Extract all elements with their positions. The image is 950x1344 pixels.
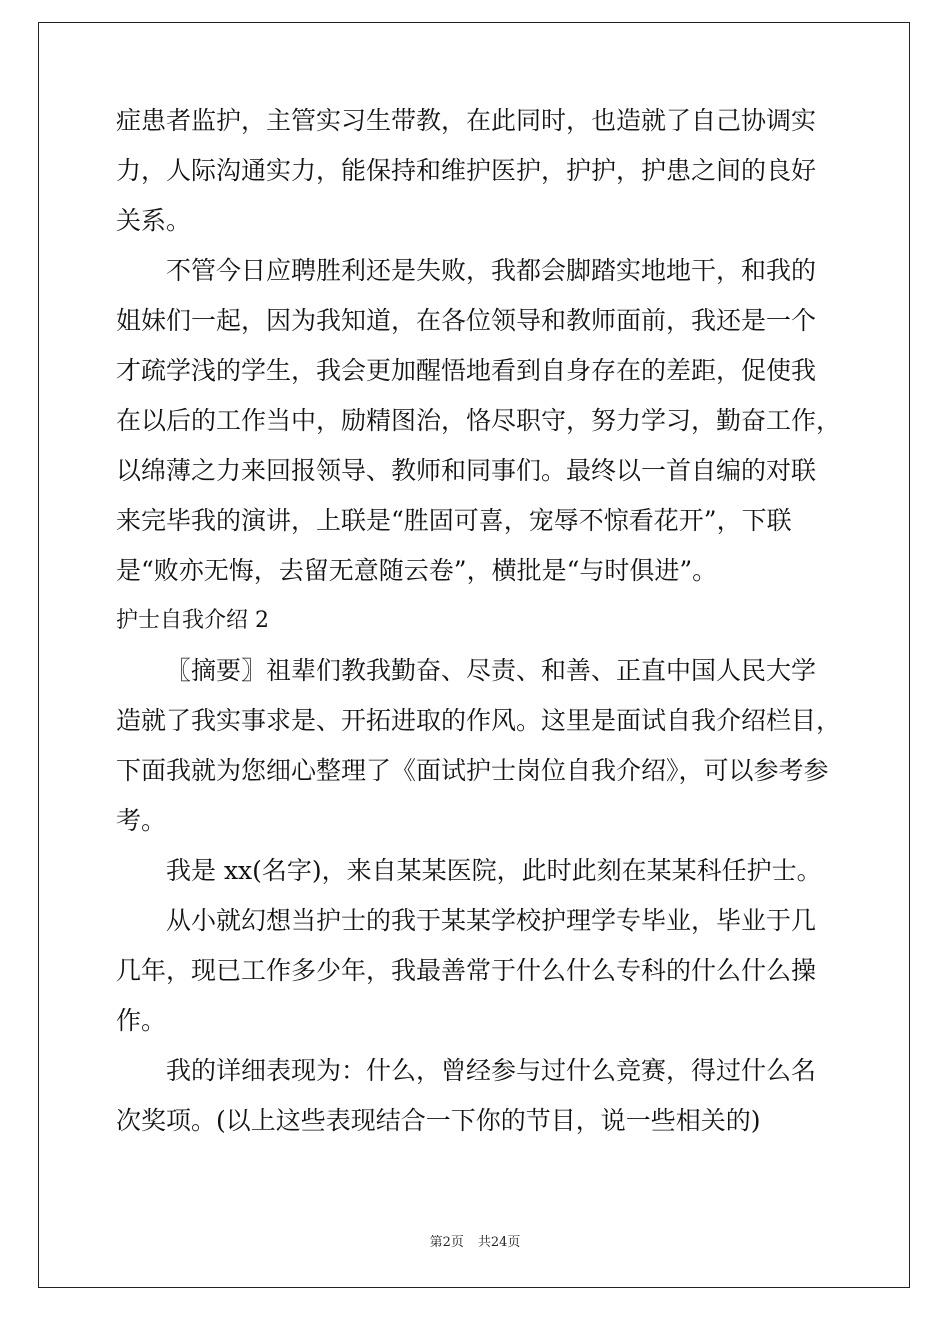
section-heading: 护士自我介绍 2 [116,608,269,633]
text-line: 力，人际沟通实力，能保持和维护医护，护护，护患之间的良好 [116,156,817,185]
text-line: 我是 xx(名字)，来自某某医院，此时此刻在某某科任护士。 [166,856,822,885]
text-line: 关系。 [116,206,192,235]
text-line: 才疏学浅的学生，我会更加醒悟地看到自身存在的差距，促使我 [116,356,817,385]
paragraph-block-2 [116,646,842,1146]
text-line: 来完毕我的演讲，上联是“胜固可喜，宠辱不惊看花开”，下联 [116,506,792,535]
page-total: 共24页 [477,1235,521,1250]
text-line: 症患者监护，主管实习生带教，在此同时，也造就了自己协调实 [116,106,817,135]
text-line: 我的详细表现为：什么，曾经参与过什么竞赛，得过什么名 [166,1056,817,1085]
text-line: 不管今日应聘胜利还是失败，我都会脚踏实地地干，和我的 [166,256,817,285]
text-line: 次奖项。(以上这些表现结合一下你的节目，说一些相关的) [116,1106,761,1135]
paragraph-block-1 [116,96,842,596]
text-line: 作。 [116,1006,167,1035]
text-line: 从小就幻想当护士的我于某某学校护理学专毕业，毕业于几 [166,906,817,935]
text-line: 考。 [116,806,167,835]
text-line: 造就了我实事求是、开拓进取的作风。这里是面试自我介绍栏目， [116,706,842,735]
text-line: 下面我就为您细心整理了《面试护士岗位自我介绍》，可以参考参 [116,756,829,785]
page-number: 第2页 [429,1235,464,1250]
text-line: 姐妹们一起，因为我知道，在各位领导和教师面前，我还是一个 [116,306,817,335]
text-line: 几年，现已工作多少年，我最善常于什么什么专科的什么什么操 [116,956,817,985]
text-line: 以绵薄之力来回报领导、教师和同事们。最终以一首自编的对联 [116,456,817,485]
page-footer [0,1231,950,1250]
text-line: 在以后的工作当中，励精图治，恪尽职守，努力学习，勤奋工作， [116,406,842,435]
text-line: 〖摘要〗祖辈们教我勤奋、尽责、和善、正直中国人民大学 [166,656,817,685]
document-body [116,96,842,1146]
text-line: 是“败亦无悔，去留无意随云卷”，横批是“与时俱进”。 [116,556,718,585]
